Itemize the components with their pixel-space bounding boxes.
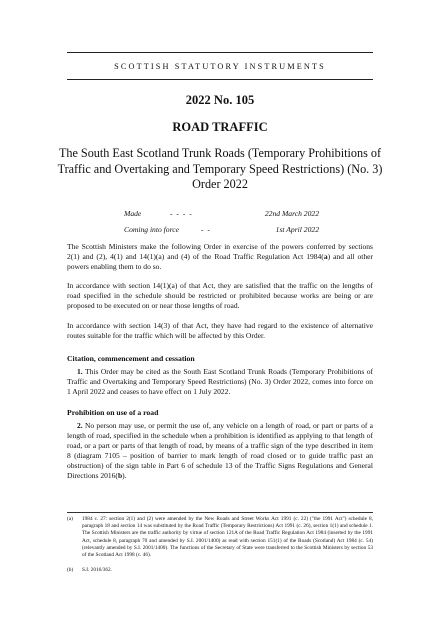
top-rule	[67, 52, 373, 53]
footnote-b-marker: (b)	[67, 567, 74, 573]
citation-heading: Citation, commencement and cessation	[67, 354, 195, 363]
made-leader: - - - -	[170, 209, 193, 218]
order-title: The South East Scotland Trunk Roads (Temporary Prohibitions of Traffic and Overtaking and Temporary Speed Restrictions) (No. 3) Order 2022	[57, 146, 383, 191]
series-rule	[67, 79, 373, 80]
series-heading: SCOTTISH STATUTORY INSTRUMENTS	[114, 62, 326, 71]
enabling-text-b: ) and all other powers enabling them to do so.	[67, 252, 373, 272]
article-1-text: This Order may be cited as the South East Scotland Trunk Roads (Temporary Prohibitions of Traffic and Overtaking and Temporary Speed Restrictions) (No. 3) Order 2022, comes into force on 1 April 2022 and ceases to have effect on 1 July 2022.	[67, 367, 373, 397]
enabling-text-a: The Scottish Ministers make the following Order in exercise of the powers conferred by sections 2(1) and (2), 4(1) and 14(1)(a) and (4) of the Road Traffic Regulation Act 1984(	[67, 242, 373, 262]
article-1-number: 1.	[77, 367, 83, 376]
made-label: Made	[124, 209, 142, 218]
coming-into-force-label: Coming into force	[124, 225, 179, 234]
article-2	[67, 421, 373, 482]
footnote-ref-b[interactable]: b	[117, 471, 123, 481]
subject-heading: ROAD TRAFFIC	[172, 120, 268, 134]
recital-paragraph-1: In accordance with section 14(1)(a) of that Act, they are satisfied that the traffic on the lengths of road specified in the schedule should be restricted or prohibited because works are being or are proposed to be executed on or near those lengths of road.	[67, 281, 373, 311]
article-1	[67, 367, 373, 397]
coming-into-force-date: 1st April 2022	[275, 225, 319, 234]
enabling-paragraph	[67, 242, 373, 272]
coming-into-force-leader: - -	[201, 225, 211, 234]
article-2-text-a: No person may use, or permit the use of, any vehicle on a length of road, or part or parts of a length of road, specified in the schedule when a prohibition is identified as applying to that length of road, or a part or parts of that length of road, by means of a traffic sign of the type described in item 8 (diagram 7105 – position of barrier to mark length of road closed or to guide traffic past an obstruction) of the sign table in Part 6 of schedule 13 of the Traffic Signs Regulations and General Directions 2016(	[67, 421, 373, 481]
footnote-ref-a[interactable]: a	[323, 252, 328, 262]
footnote-a-text: 1984 c. 27: section 2(1) and (2) were amended by the New Roads and Street Works Act 1991 (c. 22) ("the 1991 Act") schedule 8, paragraph 18 and section 14 was substituted by the Road Traffic (Temporary Restrictions) Act 1991 (c. 26), section 1(1) and schedule 1. The Scottish Ministers are the traffic authority by virtue of section 121A of the Road Traffic Regulation Act 1984 (inserted by the 1991 Act, schedule 8, paragraph 70 and amended by S.I. 2001/1400) as read with section 151(1) of the Roads (Scotland) Act 1984 (c. 54) (relevantly amended by S.I. 2001/1400). The functions of the Secretary of State were transferred to the Scottish Ministers by section 53 of the Scotland Act 1998 (c. 46).	[82, 516, 373, 559]
prohibition-heading: Prohibition on use of a road	[67, 408, 159, 417]
footnote-a	[67, 516, 373, 559]
article-2-number: 2.	[77, 421, 83, 430]
footnote-b	[67, 567, 373, 574]
recital-paragraph-2: In accordance with section 14(3) of that Act, they have had regard to the existence of alternative routes suitable for the traffic which will be affected by this Order.	[67, 321, 373, 341]
footnote-a-marker: (a)	[67, 516, 73, 522]
article-2-text-b: ).	[122, 471, 127, 481]
made-date: 22nd March 2022	[264, 209, 319, 218]
footnote-b-text: S.I. 2016/362.	[82, 567, 113, 573]
instrument-number: 2022 No. 105	[185, 93, 255, 107]
footnote-rule	[67, 512, 373, 513]
